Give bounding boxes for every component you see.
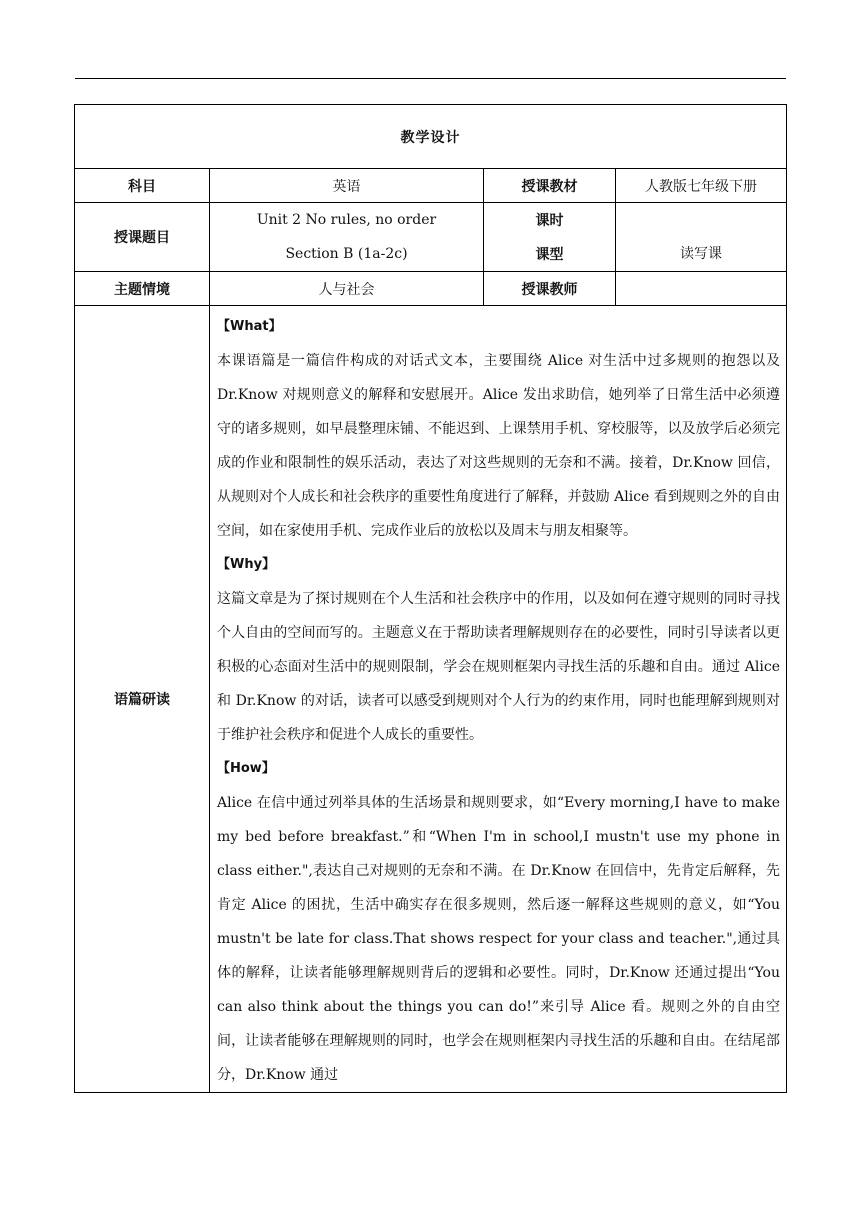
how-heading: 【How】 [217,761,275,776]
what-paragraph: 本课语篇是一篇信件构成的对话式文本，主要围绕 Alice 对生活中过多规则的抱怨以及 Dr.Know 对规则意义的解释和安慰展开。Alice 发出求助信，她列举了日常生活中必须遵守的诸多规则，如早晨整理床铺、不能迟到、上课禁用手机、穿校服等，以及放学后必须完成的作业和限制性的娱乐活动，表达了对这些规则的无奈和不满。接着，Dr.Know 回信，从规则对个人成长和社会秩序的重要性角度进行了解释，并鼓励 Alice 看到规则之外的自由空间，如在家使用手机、完成作业后的放松以及周末与朋友相聚等。 [217,353,780,539]
textbook-value: 人教版七年级下册 [616,169,787,203]
period-label: 课时 [535,213,564,229]
theme-label: 主题情境 [75,272,210,306]
subject-label: 科目 [75,169,210,203]
title-row [75,105,787,169]
topic-value-cell [210,203,484,272]
period-type-label-cell [484,203,616,272]
what-heading: 【What】 [217,319,282,334]
teacher-label: 授课教师 [484,272,616,306]
analysis-content [210,306,787,1093]
lesson-plan-table [74,104,787,1093]
topic-line-2: Section B (1a-2c) [285,246,408,262]
analysis-row [75,306,787,1093]
topic-label: 授课题目 [75,203,210,272]
subject-row [75,169,787,203]
type-value: 读写课 [680,246,722,262]
teacher-value [616,272,787,306]
why-heading: 【Why】 [217,557,276,572]
textbook-label: 授课教材 [484,169,616,203]
topic-line-1: Unit 2 No rules, no order [256,212,437,228]
how-paragraph: Alice 在信中通过列举具体的生活场景和规则要求，如“Every morning,I have to make my bed before breakfast.”和“When I'm in school,I mustn't use my phone in class either.",表达自己对规则的无奈和不满。在 Dr.Know 在回信中，先肯定后解释，先肯定 Alice 的困扰，生活中确实存在很多规则，然后逐一解释这些规则的意义，如“You mustn't be late for class.That shows respect for your class and teacher.",通过具体的解释，让读者能够理解规则背后的逻辑和必要性。同时，Dr.Know 还通过提出“You can also think about the things you can do!”来引导 Alice 看。规则之外的自由空间，让读者能够在理解规则的同时，也学会在规则框架内寻找生活的乐趣和自由。在结尾部分，Dr.Know 通过 [217,795,780,1083]
type-label: 课型 [535,247,564,263]
theme-value: 人与社会 [210,272,484,306]
header-rule [75,78,786,79]
period-type-value-cell [616,203,787,272]
why-paragraph: 这篇文章是为了探讨规则在个人生活和社会秩序中的作用，以及如何在遵守规则的同时寻找个人自由的空间而写的。主题意义在于帮助读者理解规则存在的必要性，同时引导读者以更积极的心态面对生活中的规则限制，学会在规则框架内寻找生活的乐趣和自由。通过 Alice 和 Dr.Know 的对话，读者可以感受到规则对个人行为的约束作用，同时也能理解到规则对于维护社会秩序和促进个人成长的重要性。 [217,591,780,743]
analysis-label: 语篇研读 [75,306,210,1093]
topic-row [75,203,787,272]
subject-value: 英语 [210,169,484,203]
theme-row [75,272,787,306]
period-value [699,211,703,227]
page-title: 教学设计 [75,105,787,169]
